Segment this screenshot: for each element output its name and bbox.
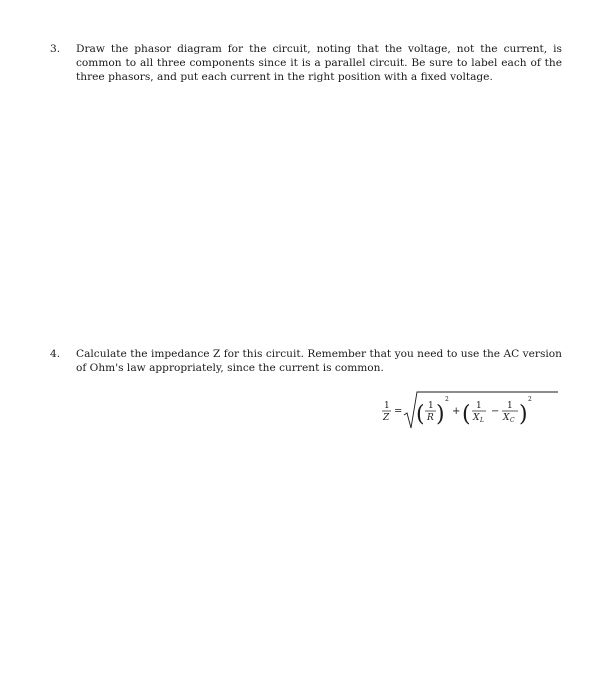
- exponent-2: 2: [528, 396, 532, 403]
- question-text-line: phasors, and put each current in the right position with a fixed voltage.: [108, 71, 493, 83]
- lhs-denominator: Z: [383, 413, 390, 423]
- term3-denominator: X: [503, 413, 510, 423]
- question-text: [76, 42, 562, 84]
- left-paren: (: [462, 402, 471, 427]
- formula-svg: [380, 388, 560, 434]
- term2-subscript: L: [480, 417, 484, 424]
- exponent-1: 2: [445, 396, 449, 403]
- term1-denominator: R: [427, 413, 434, 423]
- plus-sign: +: [452, 406, 461, 417]
- right-paren: ): [519, 402, 528, 427]
- question-number: 3.: [50, 43, 61, 55]
- equals-sign: =: [394, 406, 403, 417]
- impedance-formula: [380, 388, 560, 434]
- question-text-line: Draw the phasor diagram for the circuit, noting that the voltage, not the current, is common: [76, 43, 562, 69]
- term1-numerator: 1: [428, 401, 434, 411]
- term2-numerator: 1: [476, 401, 482, 411]
- question-text-line: to all three components since it is a parallel circuit. Be sure to label each of the three: [76, 57, 562, 83]
- question-text-line: of Ohm's law appropriately, since the current is common.: [76, 362, 384, 374]
- minus-sign: −: [491, 406, 500, 417]
- term3-subscript: C: [510, 417, 515, 424]
- question-3: [50, 42, 562, 84]
- lhs-numerator: 1: [384, 401, 390, 411]
- term2-denominator: X: [473, 413, 480, 423]
- question-text: [76, 347, 562, 375]
- question-text-line: Calculate the impedance Z for this circuit. Remember that you need to use the AC version: [76, 348, 562, 360]
- left-paren: (: [416, 402, 425, 427]
- right-paren: ): [436, 402, 445, 427]
- term3-numerator: 1: [507, 401, 513, 411]
- question-4: [50, 347, 562, 375]
- question-number: 4.: [50, 348, 61, 360]
